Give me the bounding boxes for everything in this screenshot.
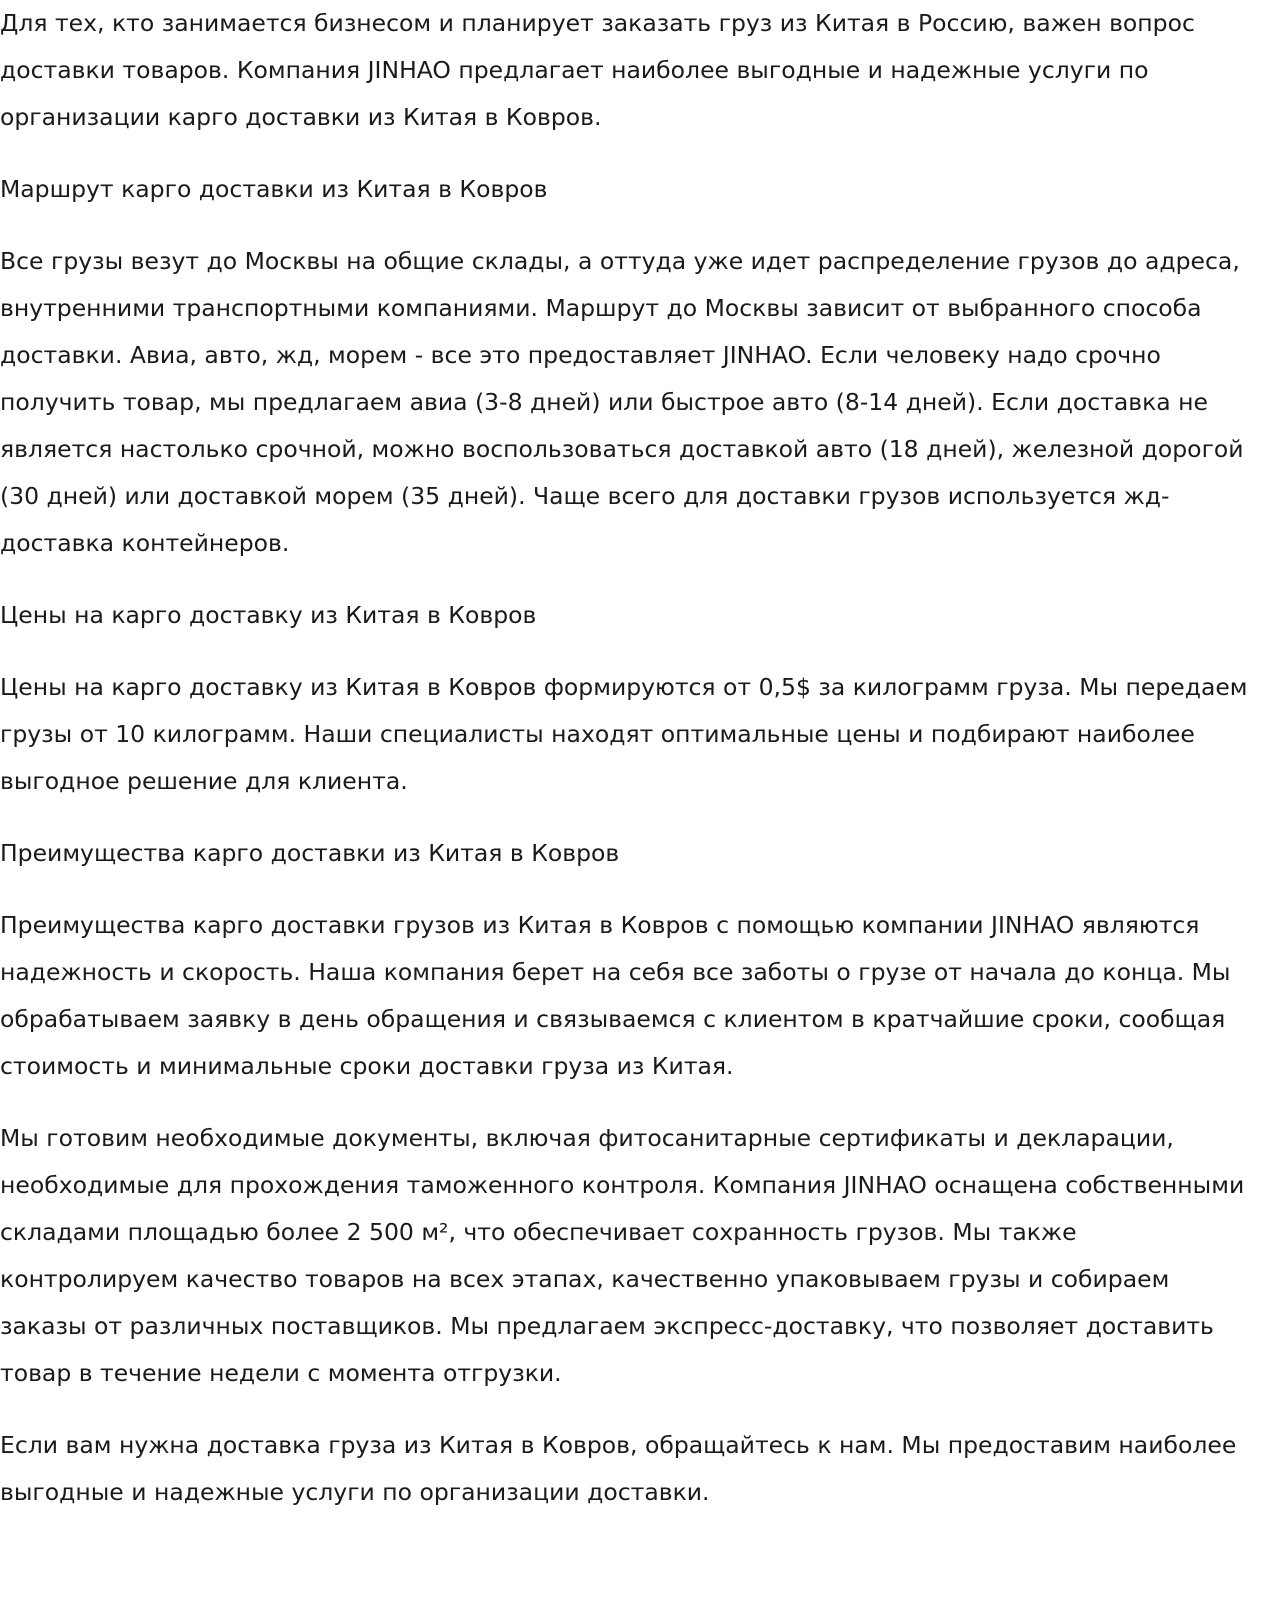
prices-heading: Цены на карго доставку из Китая в Ковров <box>0 601 537 629</box>
advantages-heading: Преимущества карго доставки из Китая в Ковров <box>0 839 620 867</box>
prices-paragraph: Цены на карго доставку из Китая в Ковров формируются от 0,5$ за килограмм груза. Мы передаем грузы от 10 килограмм. Наши специалисты находят оптимальные цены и подбирают наиболее выгодное решение для клиента. <box>0 673 1248 795</box>
intro-paragraph: Для тех, кто занимается бизнесом и планирует заказать груз из Китая в Россию, важен вопрос доставки товаров. Компания JINHAO предлагает наиболее выгодные и надежные услуги по организации карго доставки из Китая в Ковров. <box>0 9 1195 131</box>
closing-paragraph: Если вам нужна доставка груза из Китая в Ковров, обращайтесь к нам. Мы предоставим наиболее выгодные и надежные услуги по организации доставки. <box>0 1431 1237 1506</box>
route-heading: Маршрут карго доставки из Китая в Ковров <box>0 175 548 203</box>
advantages-paragraph: Преимущества карго доставки грузов из Китая в Ковров с помощью компании JINHAO являются надежность и скорость. Наша компания берет на себя все заботы о грузе от начала до конца. Мы обрабатываем заявку в день обращения и связываемся с клиентом в кратчайшие сроки, сообщая стоимость и минимальные сроки доставки груза из Китая. <box>0 911 1231 1080</box>
documents-paragraph: Мы готовим необходимые документы, включая фитосанитарные сертификаты и декларации, необходимые для прохождения таможенного контроля. Компания JINHAO оснащена собственными складами площадью более 2 500 м², что обеспечивает сохранность грузов. Мы также контролируем качество товаров на всех этапах, качественно упаковываем грузы и собираем заказы от различных поставщиков. Мы предлагаем экспресс-доставку, что позволяет доставить товар в течение недели с момента отгрузки. <box>0 1124 1245 1387</box>
route-paragraph: Все грузы везут до Москвы на общие склады, а оттуда уже идет распределение грузов до адреса, внутренними транспортными компаниями. Маршрут до Москвы зависит от выбранного способа доставки. Авиа, авто, жд, морем - все это предоставляет JINHAO. Если человеку надо срочно получить товар, мы предлагаем авиа (3-8 дней) или быстрое авто (8-14 дней). Если доставка не является настолько срочной, можно воспользоваться доставкой авто (18 дней), железной дорогой (30 дней) или доставкой морем (35 дней). Чаще всего для доставки грузов используется жд-доставка контейнеров. <box>0 247 1244 557</box>
